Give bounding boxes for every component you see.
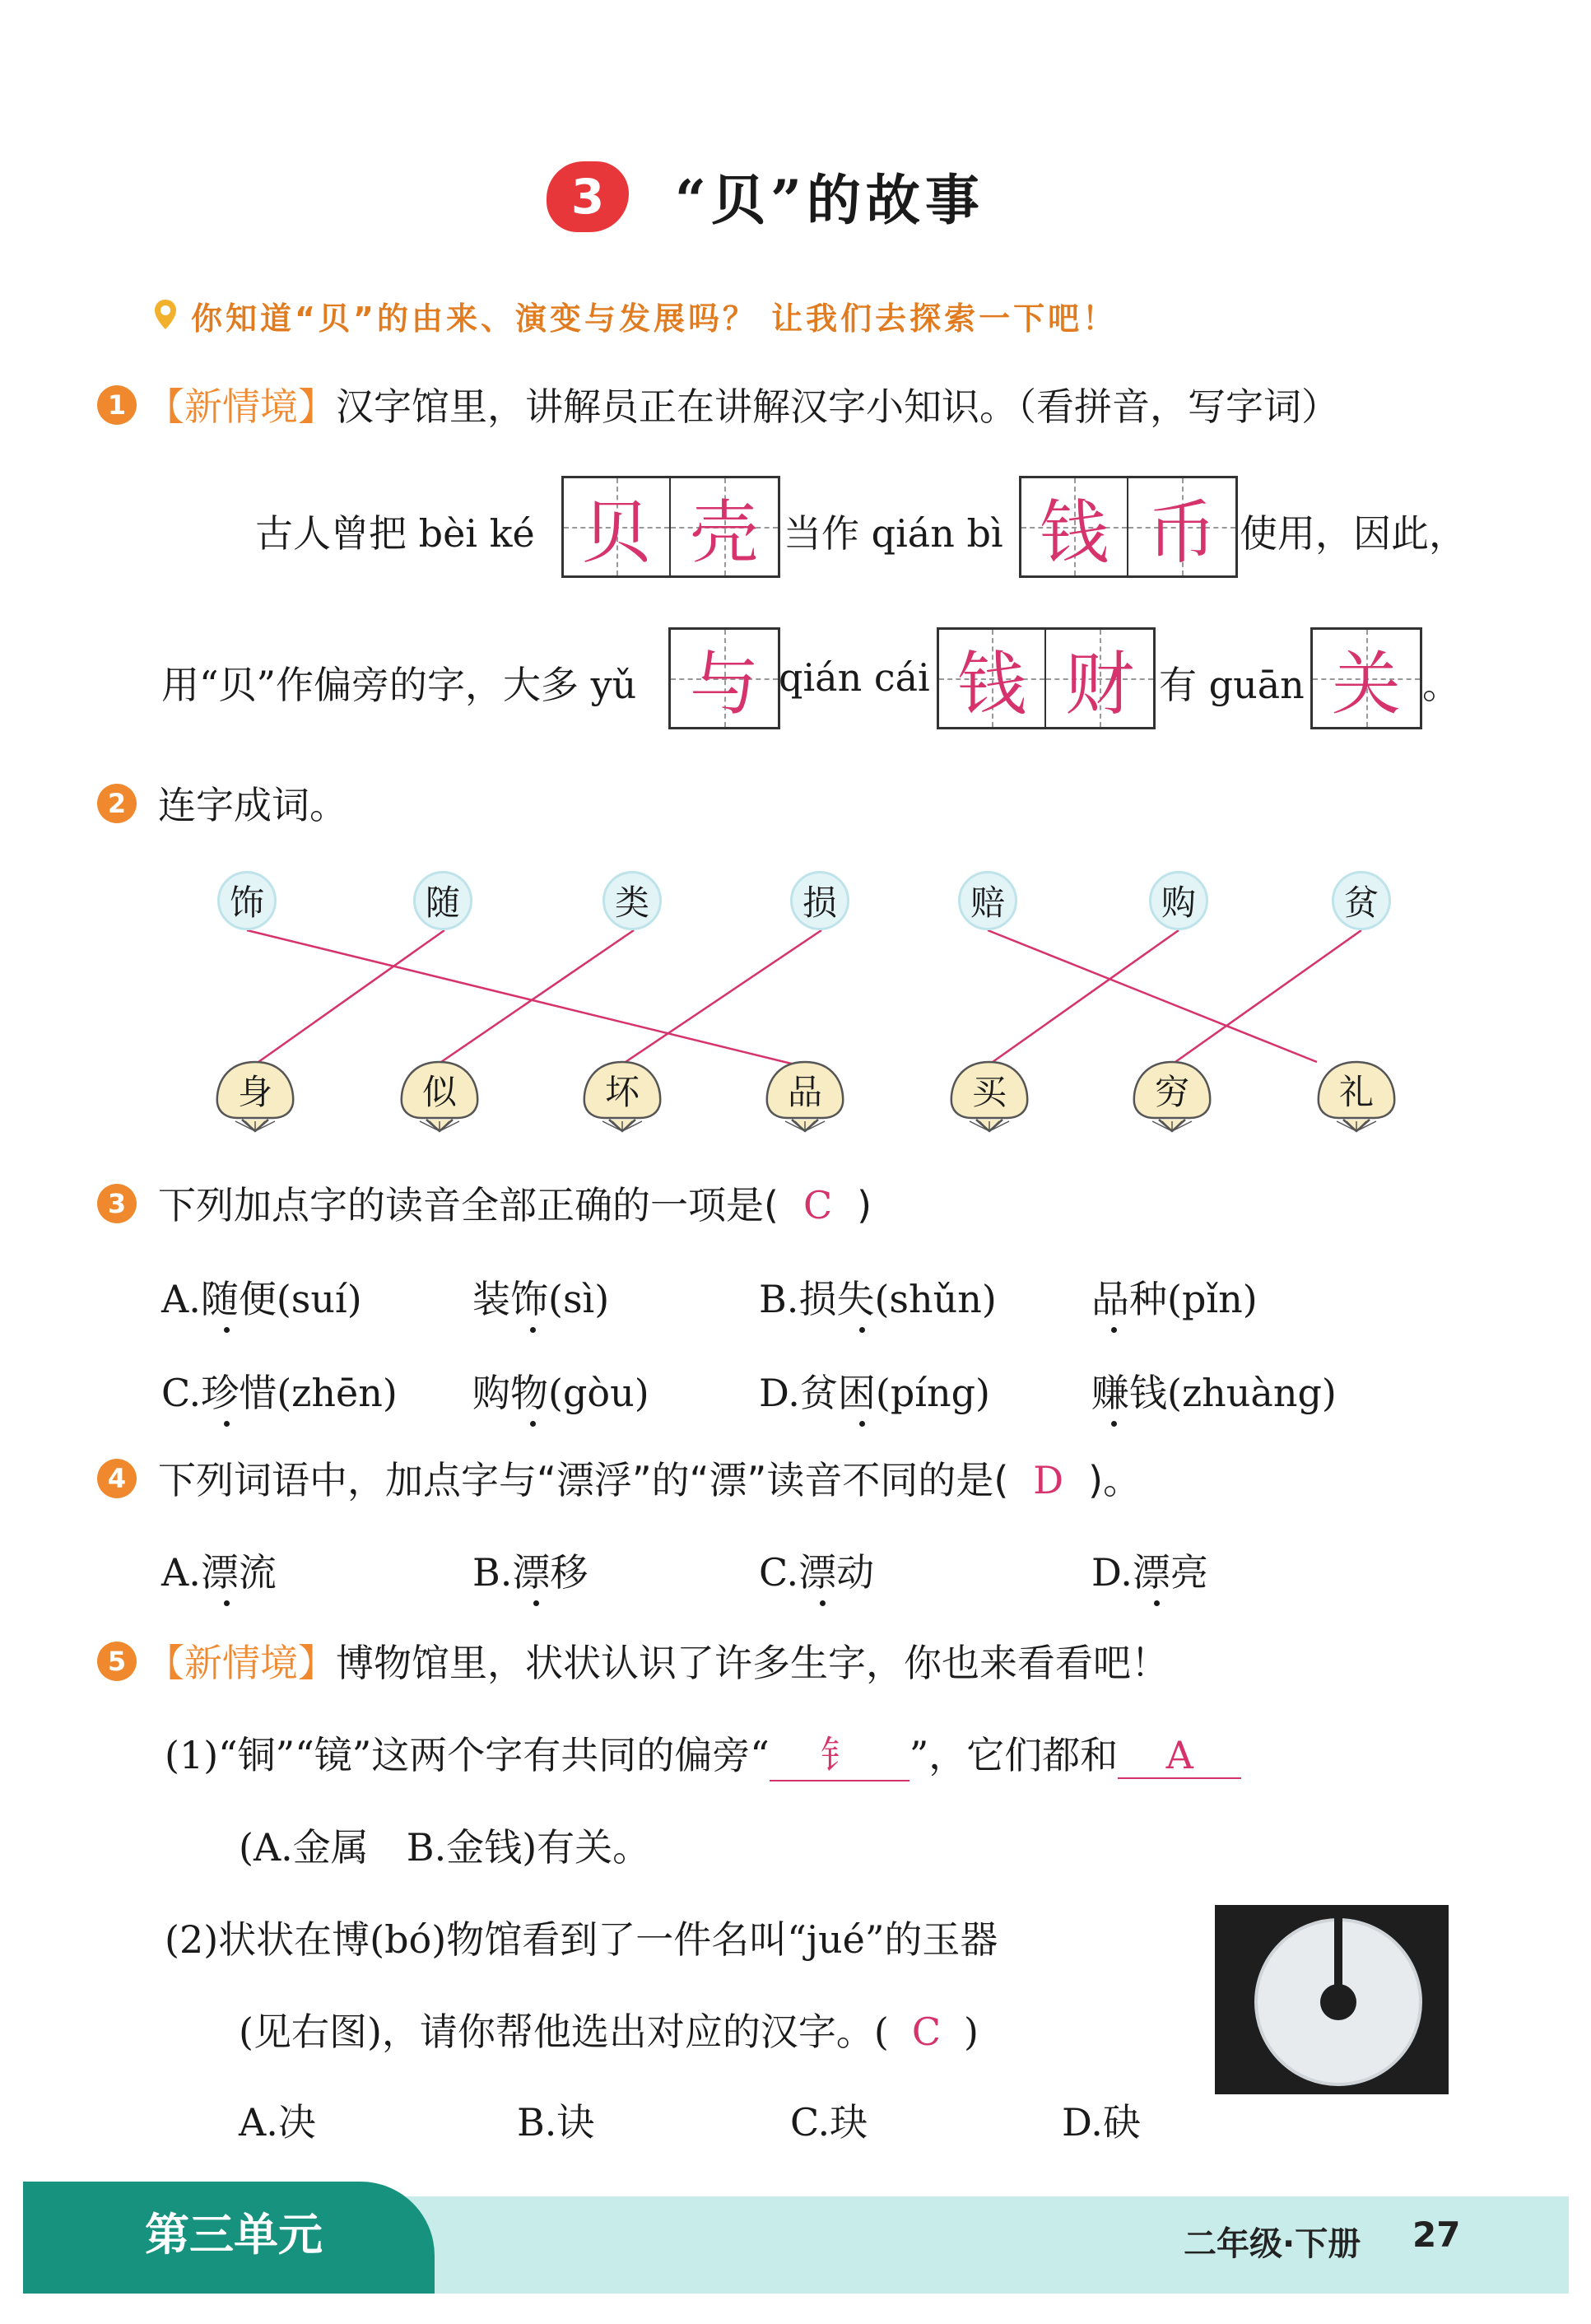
footer-unit: 第三单元 — [145, 2209, 323, 2261]
q5-sub2-line1: (2)状状在博(bó)物馆看到了一件名叫“jué”的玉器 — [165, 1917, 998, 1962]
question-number-1: 1 — [97, 385, 137, 425]
q4-option-a[interactable]: A.漂流 — [161, 1550, 277, 1595]
q3-option-b-word2: 品种(pǐn) — [1091, 1277, 1258, 1321]
q4-option-b[interactable]: B.漂移 — [472, 1550, 588, 1595]
match-bottom-shell[interactable]: 礼 — [1312, 1055, 1401, 1134]
q1-line2-text4: 。 — [1422, 663, 1460, 707]
q5-sub2-option-a[interactable]: A.决 — [239, 2100, 316, 2145]
question-number-4: 4 — [97, 1459, 137, 1498]
page-number: 27 — [1412, 2215, 1461, 2255]
answer-cell: 壳 — [671, 478, 778, 575]
emphasis-dot — [1154, 1600, 1160, 1606]
q5-sub2-option-d[interactable]: D.砄 — [1062, 2100, 1141, 2145]
emphasis-dot — [820, 1600, 826, 1606]
match-top-char[interactable]: 赔 — [958, 871, 1017, 930]
match-bottom-shell[interactable]: 似 — [395, 1055, 484, 1134]
emphasis-dot — [1111, 1327, 1117, 1333]
match-top-char[interactable]: 贫 — [1332, 871, 1391, 930]
match-top-char[interactable]: 随 — [413, 871, 472, 930]
match-bottom-shell[interactable]: 身 — [211, 1055, 300, 1134]
q5-sub1-line1: (1)“铜”“镜”这两个字有共同的偏旁“ 钅 ”，它们都和 A — [165, 1726, 1241, 1781]
q4-option-c[interactable]: C.漂动 — [759, 1550, 875, 1595]
q5-sub1-answer1[interactable]: 钅 — [770, 1726, 909, 1781]
match-top-char[interactable]: 饰 — [217, 871, 277, 930]
q3-option-c[interactable]: C.珍惜(zhēn) — [161, 1371, 398, 1415]
page-title: “贝”的故事 — [675, 168, 984, 232]
question-2-prompt: 连字成词。 — [158, 783, 347, 827]
question-5-tag: 【新情境】 — [147, 1641, 336, 1685]
q5-sub2-option-c[interactable]: C.玦 — [790, 2100, 868, 2145]
lesson-number-badge: 3 — [547, 161, 629, 232]
q3-option-a[interactable]: A.随便(suí) — [161, 1277, 362, 1321]
question-5-prompt: 【新情境】博物馆里，状状认识了许多生字，你也来看看吧！ — [147, 1641, 1169, 1685]
match-bottom-shell[interactable]: 买 — [945, 1055, 1034, 1134]
q3-option-c-word2: 购物(gòu) — [472, 1371, 649, 1415]
answer-cell: 关 — [1313, 630, 1420, 727]
emphasis-dot — [859, 1327, 865, 1333]
q3-option-a-word2: 装饰(sì) — [472, 1277, 610, 1321]
answer-cell: 与 — [671, 630, 778, 727]
answer-cell: 贝 — [564, 478, 671, 575]
q3-option-b[interactable]: B.损失(shǔn) — [759, 1277, 997, 1321]
question-3-prompt: 下列加点字的读音全部正确的一项是( C ) — [158, 1183, 872, 1227]
answer-cell: 财 — [1046, 630, 1153, 727]
question-1-tag: 【新情境】 — [147, 384, 336, 429]
footer-grade: 二年级·下册 — [1184, 2225, 1361, 2263]
q3-option-d[interactable]: D.贫困(píng) — [759, 1371, 990, 1415]
question-number-2: 2 — [97, 784, 137, 823]
q5-sub2-answer: C — [911, 2010, 942, 2054]
intro-text: 你知道“贝”的由来、演变与发展吗？ 让我们去探索一下吧！ — [191, 300, 1118, 337]
match-bottom-shell[interactable]: 坏 — [578, 1055, 667, 1134]
q1-line2-text1: 用“贝”作偏旁的字，大多 yǔ — [161, 663, 637, 707]
answer-cell: 钱 — [1021, 478, 1128, 575]
q4-option-d[interactable]: D.漂亮 — [1091, 1550, 1208, 1595]
emphasis-dot — [533, 1600, 539, 1606]
match-bottom-shell[interactable]: 穷 — [1128, 1055, 1217, 1134]
matching-lines — [0, 0, 1591, 1153]
jade-jue-image — [1215, 1905, 1449, 2094]
emphasis-dot — [530, 1421, 536, 1427]
q5-sub2-option-b[interactable]: B.诀 — [517, 2100, 595, 2145]
match-top-char[interactable]: 类 — [602, 871, 662, 930]
question-4-prompt: 下列词语中，加点字与“漂浮”的“漂”读音不同的是( D )。 — [158, 1458, 1142, 1502]
q1-line2-text3: 有 guān — [1159, 663, 1305, 707]
question-4-answer: D — [1033, 1458, 1064, 1502]
q3-option-d-word2: 赚钱(zhuàng) — [1091, 1371, 1337, 1415]
emphasis-dot — [530, 1327, 536, 1333]
q5-sub1-answer2[interactable]: A — [1118, 1733, 1241, 1779]
q1-line1-text1: 古人曾把 bèi ké — [255, 511, 535, 556]
answer-cell: 币 — [1128, 478, 1235, 575]
q5-sub2-line2: (见右图)，请你帮他选出对应的汉字。( C ) — [239, 2010, 979, 2054]
question-1-prompt: 【新情境】汉字馆里，讲解员正在讲解汉字小知识。（看拼音，写字词） — [147, 384, 1339, 429]
question-3-answer: C — [802, 1183, 833, 1227]
emphasis-dot — [1111, 1421, 1117, 1427]
emphasis-dot — [224, 1327, 230, 1333]
emphasis-dot — [224, 1600, 230, 1606]
q1-line1-text2: 当作 qián bì — [784, 511, 1003, 556]
match-bottom-shell[interactable]: 品 — [761, 1055, 849, 1134]
question-number-5: 5 — [97, 1642, 137, 1681]
match-top-char[interactable]: 损 — [790, 871, 849, 930]
question-number-3: 3 — [97, 1184, 137, 1223]
answer-cell: 钱 — [939, 630, 1046, 727]
q5-sub1-line2: (A.金属 B.金钱)有关。 — [239, 1825, 651, 1870]
match-top-char[interactable]: 购 — [1149, 871, 1208, 930]
emphasis-dot — [224, 1421, 230, 1427]
emphasis-dot — [859, 1421, 865, 1427]
q1-line2-text2: qián cái — [779, 655, 930, 700]
q1-line1-text3: 使用，因此， — [1240, 511, 1467, 556]
